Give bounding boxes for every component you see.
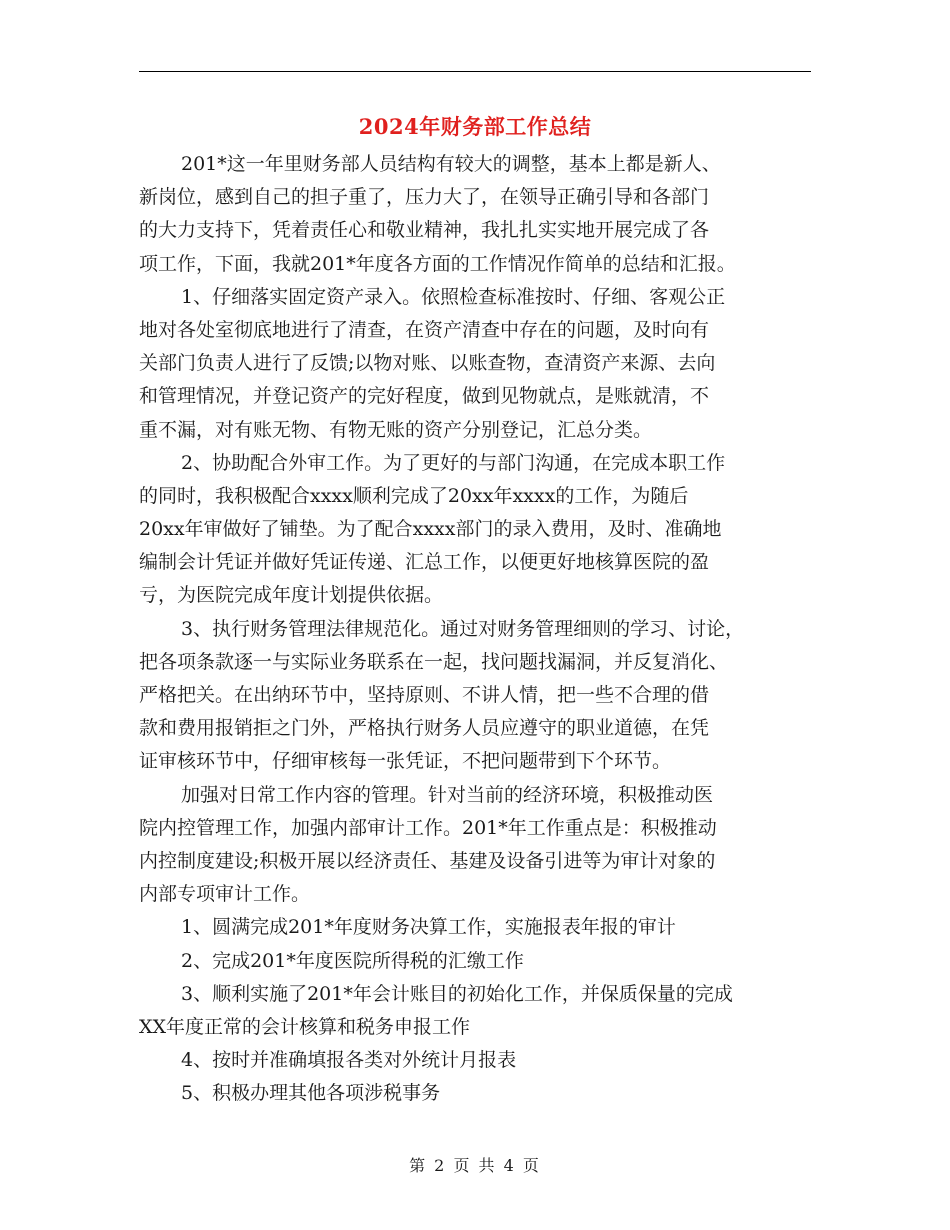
paragraph-line: 亏，为医院完成年度计划提供依据。 (139, 584, 444, 607)
paragraph-line: 把各项条款逐一与实际业务联系在一起，找问题找漏洞，并反复消化、 (139, 650, 729, 673)
list-item: 1、圆满完成201*年度财务决算工作，实施报表年报的审计 (181, 916, 676, 939)
paragraph-line: 款和费用报销拒之门外，严格执行财务人员应遵守的职业道德，在凭 (139, 717, 710, 740)
header-rule (139, 71, 811, 72)
list-item: 2、完成201*年度医院所得税的汇缴工作 (181, 949, 524, 972)
paragraph-line: 的大力支持下，凭着责任心和敬业精神，我扎扎实实地开展完成了各 (139, 219, 710, 242)
paragraph-line: 1、仔细落实固定资产录入。依照检查标准按时、仔细、客观公正 (181, 285, 726, 308)
paragraph-line: 严格把关。在出纳环节中，坚持原则、不讲人情，把一些不合理的借 (139, 684, 710, 706)
paragraph-line: 的同时，我积极配合xxxx顺利完成了20xx年xxxx的工作，为随后 (139, 484, 689, 507)
paragraph-line: 项工作，下面，我就201*年度各方面的工作情况作简单的总结和汇报。 (139, 252, 736, 275)
paragraph-line: 编制会计凭证并做好凭证传递、汇总工作，以便更好地核算医院的盈 (139, 551, 710, 574)
list-item: 3、顺利实施了201*年会计账目的初始化工作，并保质保量的完成 (181, 982, 733, 1005)
paragraph-line: 201*这一年里财务部人员结构有较大的调整，基本上都是新人、 (181, 153, 721, 175)
list-item: 5、积极办理其他各项涉税事务 (181, 1082, 441, 1105)
paragraph-line: 重不漏，对有账无物、有物无账的资产分别登记，汇总分类。 (139, 418, 653, 441)
paragraph-line: 2、协助配合外审工作。为了更好的与部门沟通，在完成本职工作 (181, 451, 726, 474)
paragraph-line: 加强对日常工作内容的管理。针对当前的经济环境，积极推动医 (181, 783, 714, 806)
paragraph-line: 证审核环节中，仔细审核每一张凭证，不把问题带到下个环节。 (139, 750, 672, 773)
list-item-continuation: XX年度正常的会计核算和税务申报工作 (139, 1015, 471, 1038)
paragraph-line: 3、执行财务管理法律规范化。通过对财务管理细则的学习、讨论， (181, 617, 745, 640)
document-title: 2024年财务部工作总结 (358, 114, 592, 139)
paragraph-line: 内控制度建设;积极开展以经济责任、基建及设备引进等为审计对象的 (139, 849, 716, 872)
paragraph-line: 院内控管理工作，加强内部审计工作。201*年工作重点是：积极推动 (139, 816, 717, 839)
document-body (139, 148, 811, 1110)
paragraph-line: 地对各处室彻底地进行了清查，在资产清查中存在的问题，及时向有 (139, 318, 710, 341)
list-item: 4、按时并准确填报各类对外统计月报表 (181, 1049, 517, 1072)
paragraph-line: 新岗位，感到自己的担子重了，压力大了，在领导正确引导和各部门 (139, 186, 710, 209)
paragraph-line: 和管理情况，并登记资产的完好程度，做到见物就点，是账就清，不 (139, 385, 710, 408)
page-footer: 第 2 页 共 4 页 (409, 1156, 541, 1175)
paragraph-line: 内部专项审计工作。 (139, 883, 311, 906)
paragraph-line: 关部门负责人进行了反馈;以物对账、以账查物，查清资产来源、去向 (139, 352, 716, 375)
paragraph-line: 20xx年审做好了铺垫。为了配合xxxx部门的录入费用，及时、准确地 (139, 518, 722, 541)
